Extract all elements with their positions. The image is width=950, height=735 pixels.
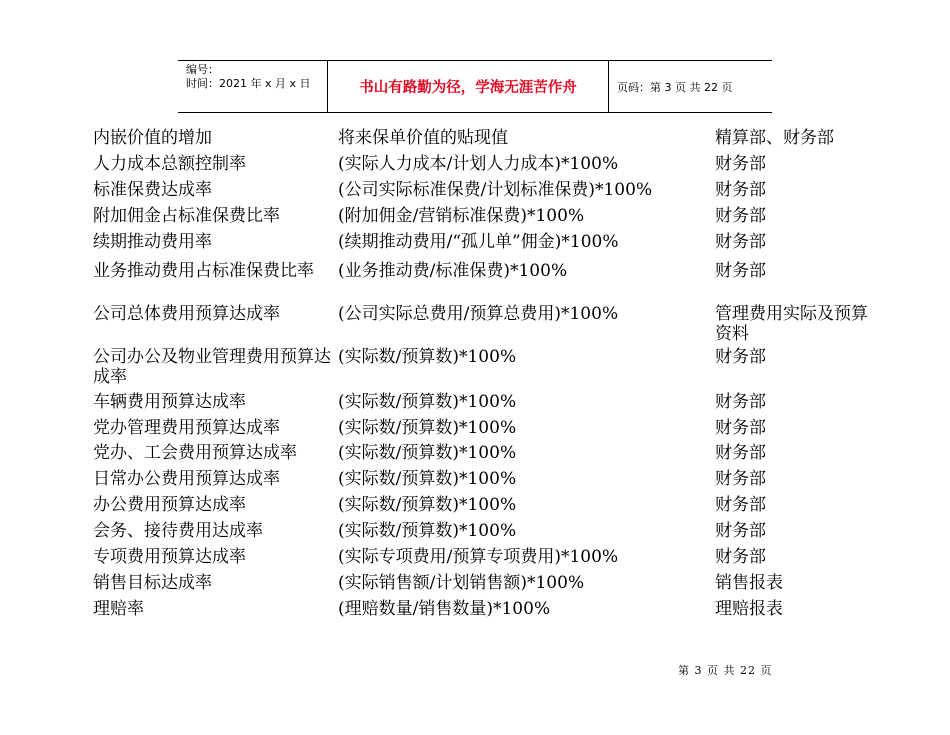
indicator-formula: 将来保单价值的贴现值 — [338, 128, 508, 148]
indicator-formula: (实际数/预算数)*100% — [338, 347, 517, 367]
time-label: 时间：2021 年 x 月 x 日 — [186, 77, 311, 90]
indicator-formula: (实际人力成本/计划人力成本)*100% — [338, 154, 619, 174]
header-page-info: 页码：第 3 页 共 22 页 — [617, 80, 733, 94]
indicator-source: 财务部 — [715, 418, 766, 438]
indicator-source: 财务部 — [715, 443, 766, 463]
indicator-source: 财务部 — [715, 521, 766, 541]
indicator-source: 财务部 — [715, 232, 766, 252]
indicator-formula: (实际数/预算数)*100% — [338, 392, 517, 412]
indicator-name: 日常办公费用预算达成率 — [93, 469, 280, 489]
indicator-name: 党办管理费用预算达成率 — [93, 418, 280, 438]
indicator-formula: (业务推动费/标准保费)*100% — [338, 261, 568, 281]
indicator-name: 销售目标达成率 — [93, 573, 212, 593]
indicator-name: 办公费用预算达成率 — [93, 495, 246, 515]
indicator-name: 业务推动费用占标准保费比率 — [93, 261, 314, 281]
indicator-source: 销售报表 — [715, 573, 783, 593]
indicator-source: 管理费用实际及预算资料 — [715, 304, 868, 344]
serial-label: 编号： — [186, 63, 219, 76]
indicator-formula: (公司实际标准保费/计划标准保费)*100% — [338, 180, 653, 200]
indicator-name: 续期推动费用率 — [93, 232, 212, 252]
indicator-formula: (理赔数量/销售数量)*100% — [338, 599, 551, 619]
indicator-source: 精算部、财务部 — [715, 128, 834, 148]
indicator-formula: (公司实际总费用/预算总费用)*100% — [338, 304, 619, 324]
indicator-source: 财务部 — [715, 180, 766, 200]
indicator-formula: (实际数/预算数)*100% — [338, 443, 517, 463]
indicator-source: 财务部 — [715, 547, 766, 567]
indicator-name: 会务、接待费用达成率 — [93, 521, 263, 541]
indicator-source: 财务部 — [715, 392, 766, 412]
indicator-source: 理赔报表 — [715, 599, 783, 619]
indicator-source: 财务部 — [715, 347, 766, 367]
indicator-name: 车辆费用预算达成率 — [93, 392, 246, 412]
indicator-name: 人力成本总额控制率 — [93, 154, 246, 174]
indicator-name: 附加佣金占标准保费比率 — [93, 206, 280, 226]
indicator-formula: (实际数/预算数)*100% — [338, 469, 517, 489]
header-motto: 书山有路勤为径，学海无涯苦作舟 — [327, 61, 609, 112]
indicator-formula: (附加佣金/营销标准保费)*100% — [338, 206, 585, 226]
indicator-source: 财务部 — [715, 154, 766, 174]
indicator-formula: (实际数/预算数)*100% — [338, 521, 517, 541]
indicator-name: 标准保费达成率 — [93, 180, 212, 200]
indicator-name: 公司办公及物业管理费用预算达成率 — [93, 347, 331, 387]
indicator-formula: (实际数/预算数)*100% — [338, 495, 517, 515]
indicator-name: 党办、工会费用预算达成率 — [93, 443, 297, 463]
indicator-source: 财务部 — [715, 261, 766, 281]
indicator-name: 专项费用预算达成率 — [93, 547, 246, 567]
indicator-source: 财务部 — [715, 495, 766, 515]
indicator-formula: (实际销售额/计划销售额)*100% — [338, 573, 585, 593]
indicator-formula: (实际数/预算数)*100% — [338, 418, 517, 438]
indicator-name: 公司总体费用预算达成率 — [93, 304, 280, 324]
indicator-name: 内嵌价值的增加 — [93, 128, 212, 148]
indicator-formula: (续期推动费用/“孤儿单”佣金)*100% — [338, 232, 619, 252]
indicator-name: 理赔率 — [93, 599, 144, 619]
indicator-source: 财务部 — [715, 469, 766, 489]
page-footer: 第 3 页 共 22 页 — [678, 664, 773, 677]
indicator-formula: (实际专项费用/预算专项费用)*100% — [338, 547, 619, 567]
indicator-source: 财务部 — [715, 206, 766, 226]
